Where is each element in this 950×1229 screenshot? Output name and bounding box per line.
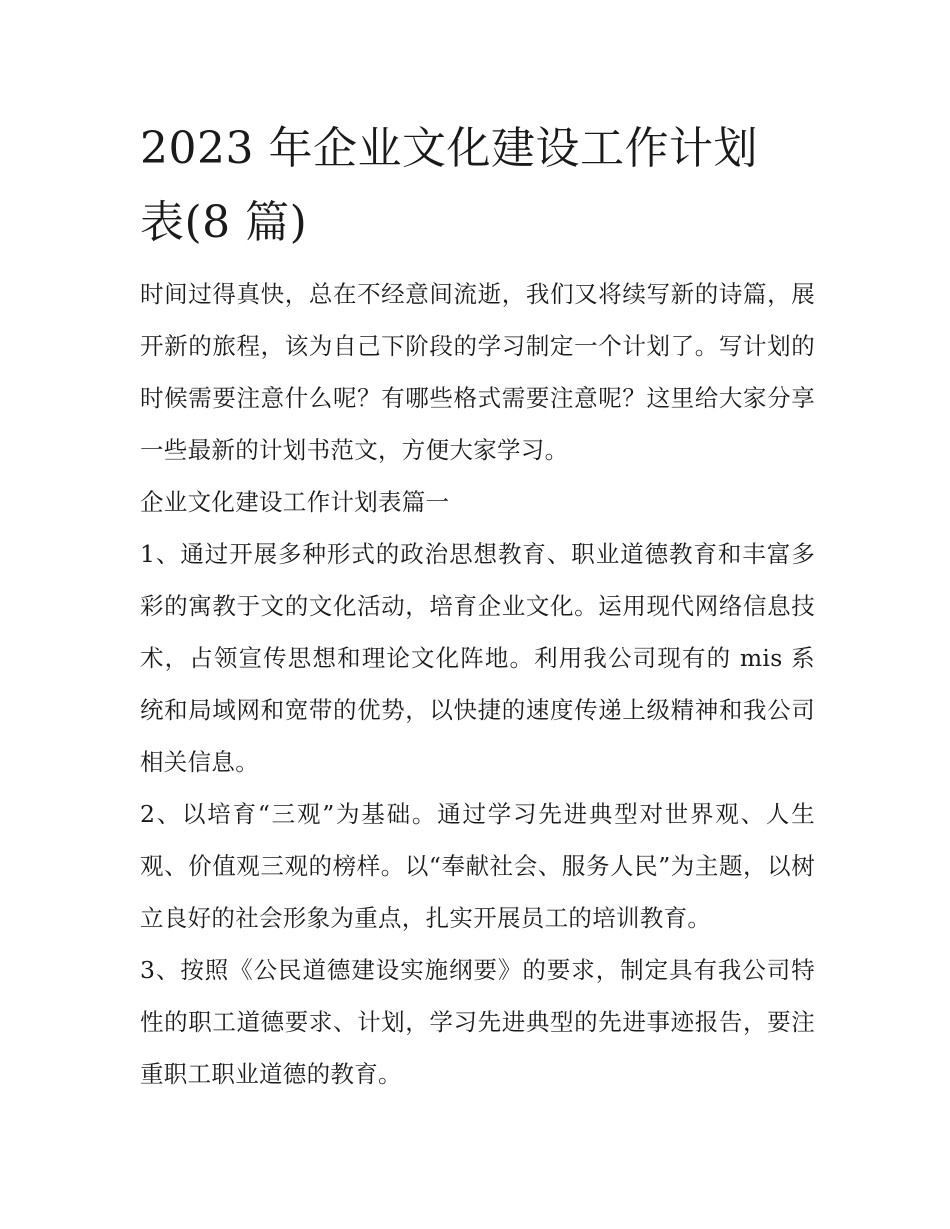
list-item-3: 3、按照《公民道德建设实施纲要》的要求，制定具有我公司特性的职工道德要求、计划，学习先进典型的先进事迹报告，要注重职工职业道德的教育。 [140,956,815,1088]
document-body [140,112,815,1100]
title-line-2: 表(8 篇) [140,197,308,248]
document-title [140,112,815,260]
list-item-1: 1、通过开展多种形式的政治思想教育、职业道德教育和丰富多彩的寓教于文的文化活动，培育企业文化。运用现代网络信息技术，占领宣传思想和理论文化阵地。利用我公司现有的 mis 系统和局域网和宽带的优势，以快捷的速度传递上级精神和我公司相关信息。 [140,540,815,776]
section-heading: 企业文化建设工作计划表篇一 [140,488,450,516]
title-line-1: 2023 年企业文化建设工作计划 [140,123,758,174]
list-item-2: 2、以培育“三观”为基础。通过学习先进典型对世界观、人生观、价值观三观的榜样。以“奉献社会、服务人民”为主题，以树立良好的社会形象为重点，扎实开展员工的培训教育。 [140,800,815,932]
intro-paragraph: 时间过得真快，总在不经意间流逝，我们又将续写新的诗篇，展开新的旅程，该为自己下阶段的学习制定一个计划了。写计划的时候需要注意什么呢？有哪些格式需要注意呢？这里给大家分享一些最新的计划书范文，方便大家学习。 [140,280,815,464]
